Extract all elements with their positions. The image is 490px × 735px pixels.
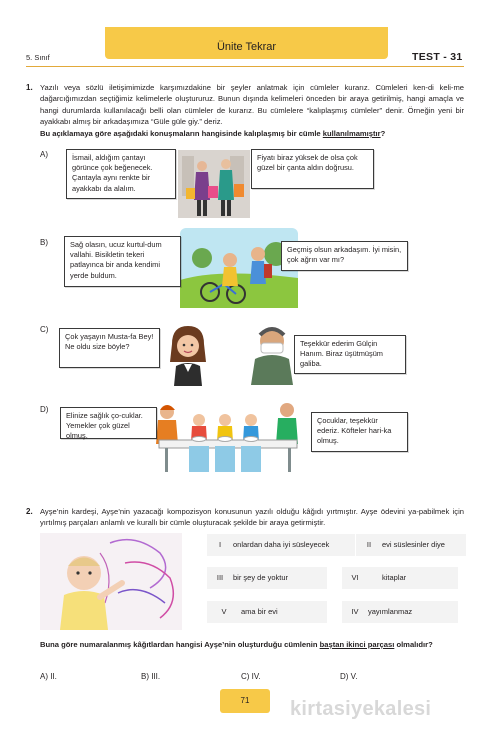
eye — [88, 571, 91, 574]
paper-piece-1 — [207, 534, 355, 556]
unit-review-tab — [105, 27, 388, 59]
test-number: TEST - 31 — [412, 51, 463, 63]
piece-text: ama bir evi — [241, 607, 278, 616]
q1-prompt-text: Bu açıklamaya göre aşağıdaki konuşmaların hangisinde kalıplaşmış bir cümle — [40, 129, 323, 138]
q1-option-b-letter[interactable]: B) — [40, 238, 48, 247]
q2-answer-d[interactable]: D) V. — [340, 672, 358, 681]
q2-answer-c[interactable]: C) IV. — [241, 672, 261, 681]
watermark: kirtasiyekalesi — [290, 698, 432, 720]
mother-hair — [160, 405, 175, 410]
leg — [221, 200, 225, 216]
q1-text: Yazılı veya sözlü iletişimimizde karşımızdakine bir şeyler anlatmak için cümleler kurarız. Cümleleri ken-di keli-me dağarcığımızdan seçtiğimiz kelimelerle oluştururuz. Bunun dışında kelimeleri önceden bir araya getirilmiş, hangi amaçla ve hangi durumlarda kullanılacağı belli olan cümleler de kurarız. Bu cümlelere “kalıplaşmış cümleler” denir. Örneğin yeni bir ayakkabı almış bir arkadaşımıza “Güle güle giy.” deriz. — [40, 83, 464, 127]
shopping-bag — [234, 184, 244, 197]
baby-drawing-photo — [40, 533, 182, 630]
plate — [244, 437, 258, 442]
eye — [191, 344, 194, 347]
q2-prompt-end: olmalıdır? — [394, 640, 433, 649]
q2-text: Ayşe’nin kardeşi, Ayşe’nin yazacağı kompozisyon konusunun yazılı olduğu kâğıdı yırtmıştır. Ayşe ödevini ya-pabilmek için yırtılmış parçaları anlamlı ve kurallı bir cümle oluşturacak şekilde bir araya getirmiştir. — [40, 507, 464, 528]
q1-prompt-end: ? — [380, 129, 386, 138]
paper-piece-2 — [356, 534, 466, 556]
q1-number: 1. — [26, 83, 33, 92]
page-number-box — [220, 689, 270, 713]
grade-label: 5. Sınıf — [26, 53, 50, 62]
page-number: 71 — [240, 696, 250, 705]
leg — [227, 200, 231, 216]
plate — [218, 437, 232, 442]
piece-text: kitaplar — [382, 573, 407, 582]
leg — [197, 200, 201, 216]
man-sweater — [251, 355, 293, 385]
piece-numeral: III — [216, 573, 224, 582]
piece-text: yayımlanmaz — [368, 607, 413, 616]
chair — [241, 446, 261, 472]
piece-numeral: I — [218, 540, 222, 549]
q2-prompt-text: Buna göre numaralanmış kâğıtlardan hangisi Ayşe’nin oluşturduğu cümlenin — [40, 640, 320, 649]
wall — [40, 533, 182, 630]
father-head — [280, 403, 294, 417]
piece-text: evi süslesinler diye — [382, 540, 445, 549]
boy-body — [222, 267, 238, 286]
boy-body — [250, 261, 266, 284]
q1-prompt — [40, 128, 464, 139]
child-head — [219, 414, 231, 426]
q2-prompt-underlined: baştan ikinci parçası — [319, 640, 395, 649]
eye — [183, 344, 186, 347]
backpack — [264, 264, 272, 278]
woman-body — [194, 172, 210, 200]
boy-head — [251, 247, 265, 261]
q1-option-a-letter[interactable]: A) — [40, 150, 48, 159]
paper-piece-4 — [342, 567, 458, 589]
speech-bubble-d-left: Elinize sağlık ço-cuklar. Yemekler çok güzel olmuş. — [60, 407, 157, 439]
piece-numeral: VI — [351, 573, 359, 582]
paper-piece-5 — [207, 601, 327, 623]
speech-bubble-a-right: Fiyatı biraz yüksek de olsa çok güzel bir çanta aldın doğrusu. — [251, 149, 374, 189]
leg — [203, 200, 207, 216]
speech-bubble-d-right: Çocuklar, teşekkür ederiz. Köfteler hari-ka olmuş. — [311, 412, 408, 452]
piece-numeral: II — [366, 540, 372, 549]
speech-bubble-c-right: Teşekkür ederim Gülçin Hanım. Biraz üşütmüşüm galiba. — [294, 335, 406, 374]
q1-option-c-letter[interactable]: C) — [40, 325, 49, 334]
family-dinner-illustration — [153, 398, 303, 473]
table-leg — [165, 448, 168, 472]
piece-text: onlardan daha iyi süsleyecek — [233, 540, 330, 549]
child-head — [193, 414, 205, 426]
speech-bubble-b-left: Sağ olasın, ucuz kurtul-dum vallahi. Bisikletin tekeri patlayınca bir anda kendimi yerde buldum. — [64, 236, 181, 287]
q1-option-d-letter[interactable]: D) — [40, 405, 49, 414]
unit-title: Ünite Tekrar — [216, 41, 277, 53]
speech-bubble-a-left: İsmail, aldığım çantayı görünce çok beğenecek. Çantayla aynı renkte bir ayakkabı da alalım. — [66, 149, 176, 199]
tissue — [261, 343, 283, 353]
q1-prompt-underlined: kullanılmamıştır — [322, 129, 381, 138]
woman-head — [197, 161, 207, 171]
shopping-illustration — [178, 150, 250, 218]
woman-head — [221, 159, 231, 169]
table-leg — [288, 448, 291, 472]
plate — [192, 437, 206, 442]
woman-illustration — [166, 322, 210, 386]
speech-bubble-c-left: Çok yaşayın Musta-fa Bey! Ne oldu size böyle? — [59, 328, 160, 368]
child-head — [245, 414, 257, 426]
paper-piece-3 — [207, 567, 327, 589]
q2-answer-a[interactable]: A) II. — [40, 672, 57, 681]
q2-number: 2. — [26, 507, 33, 516]
piece-numeral: IV — [351, 607, 359, 616]
shopping-bag — [208, 186, 218, 198]
piece-text: bir şey de yoktur — [233, 573, 289, 582]
sneezing-man-illustration — [247, 321, 297, 385]
eye — [76, 571, 79, 574]
woman-body — [218, 170, 234, 200]
piece-numeral: V — [221, 607, 227, 616]
tree — [192, 248, 212, 268]
chair — [215, 446, 235, 472]
header-divider — [26, 66, 464, 67]
q2-prompt — [40, 639, 464, 650]
shopping-bag — [186, 188, 195, 199]
chair — [189, 446, 209, 472]
q2-answer-b[interactable]: B) III. — [141, 672, 161, 681]
boy-head — [223, 253, 237, 267]
speech-bubble-b-right: Geçmiş olsun arkadaşım. İyi misin, çok ağrın var mı? — [281, 241, 408, 271]
paper-piece-6 — [342, 601, 458, 623]
woman-face — [177, 335, 199, 357]
